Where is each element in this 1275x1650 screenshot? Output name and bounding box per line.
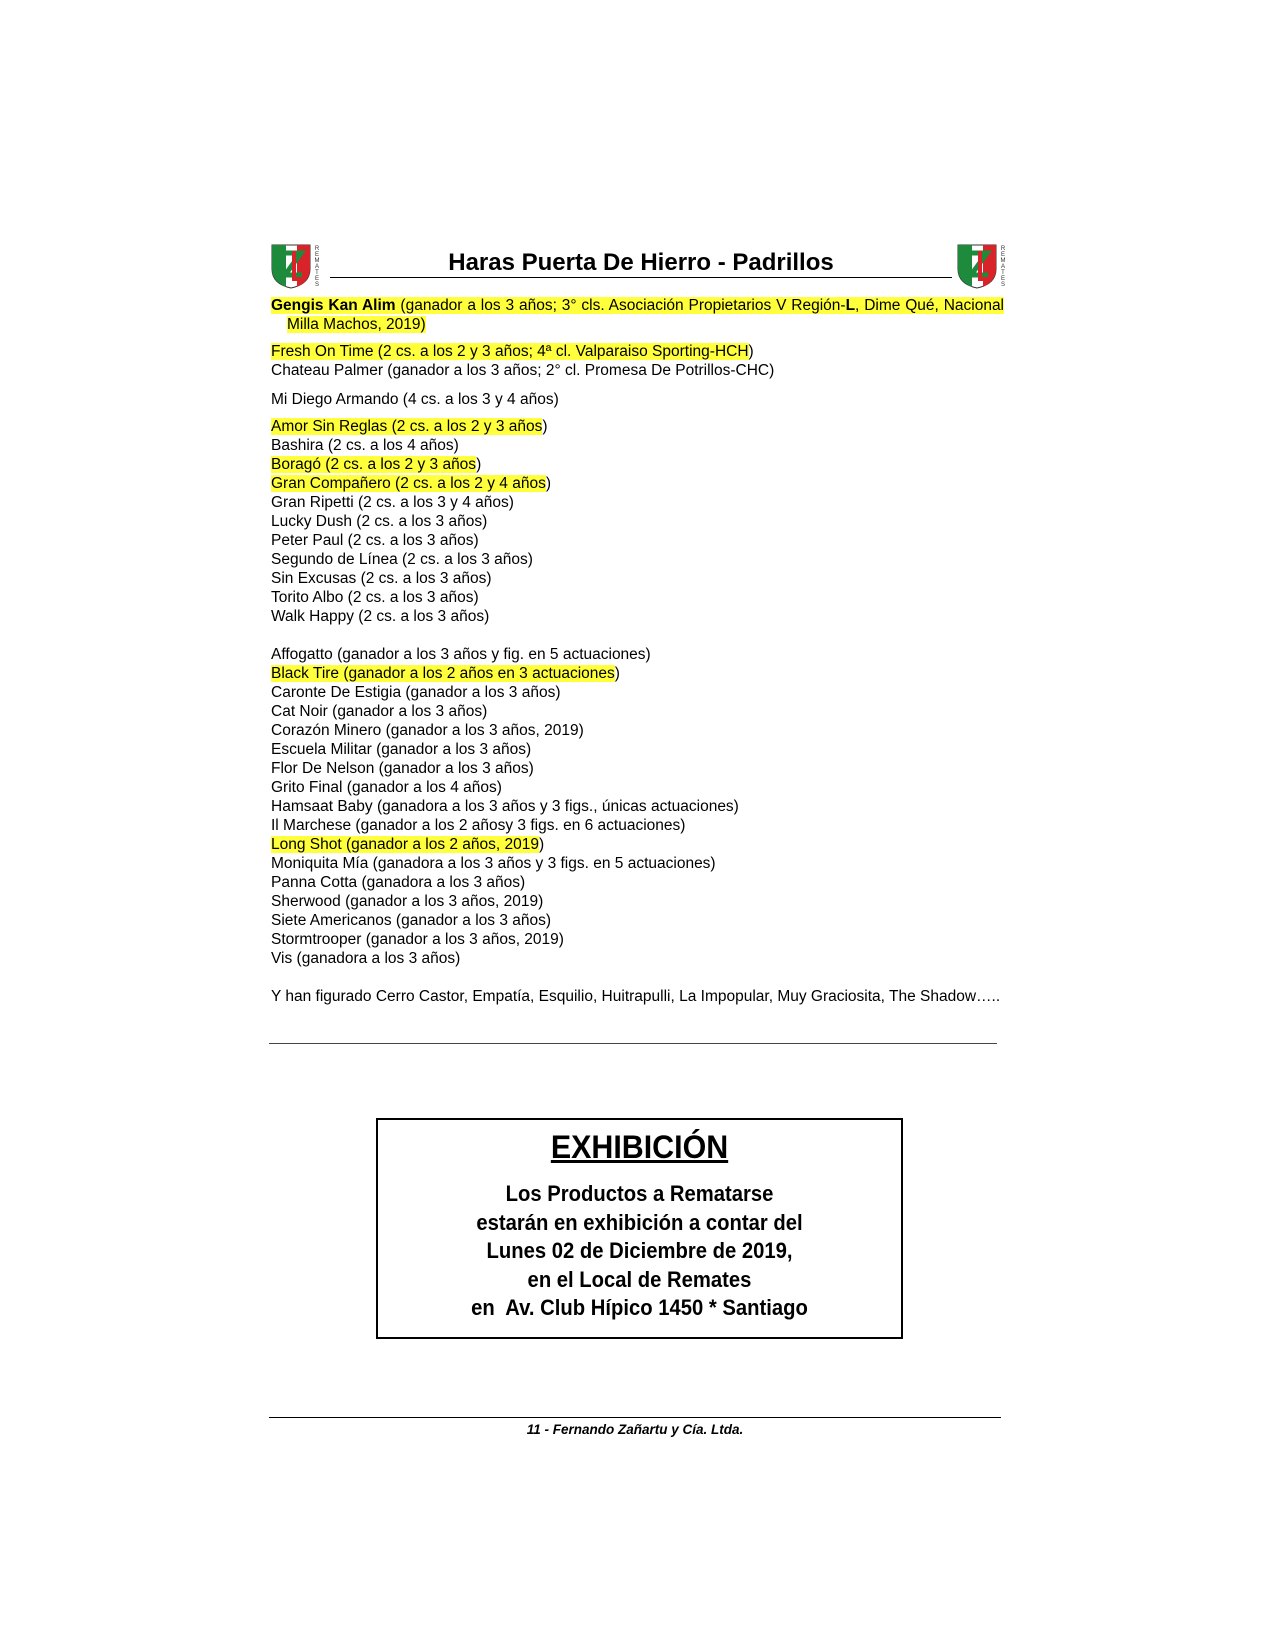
exhibition-title: EXHIBICIÓN (550, 1129, 729, 1165)
list-item: Stormtrooper (ganador a los 3 años, 2019) (271, 931, 564, 948)
list-item: Il Marchese (ganador a los 2 añosy 3 figs. en 6 actuaciones) (271, 817, 686, 834)
list-item: Torito Albo (2 cs. a los 3 años) (271, 589, 479, 606)
footer-divider (269, 1417, 1001, 1418)
exhibition-line: en el Local de Remates (527, 1266, 752, 1292)
svg-text:E: E (314, 276, 320, 282)
page-title: Haras Puerta De Hierro - Padrillos (330, 249, 952, 278)
exhibition-line: estarán en exhibición a contar del (476, 1209, 803, 1235)
list-item: Sin Excusas (2 cs. a los 3 años) (271, 570, 492, 587)
list-item: Walk Happy (2 cs. a los 3 años) (271, 608, 490, 625)
entry-mi-diego-armando: Mi Diego Armando (4 cs. a los 3 y 4 años) (271, 391, 559, 408)
svg-text:E: E (1000, 276, 1006, 282)
entry-amor-sin-reglas: Amor Sin Reglas (2 cs. a los 2 y 3 años) (271, 418, 548, 435)
entry-black-tire: Black Tire (ganador a los 2 años en 3 actuaciones) (271, 665, 620, 682)
list-item: Caronte De Estigia (ganador a los 3 años) (271, 684, 561, 701)
list-item: Vis (ganadora a los 3 años) (271, 950, 461, 967)
exhibition-notice-box (376, 1118, 903, 1339)
svg-text:A: A (314, 264, 320, 270)
list-item: Escuela Militar (ganador a los 3 años) (271, 741, 532, 758)
list-item: Corazón Minero (ganador a los 3 años, 2019) (271, 722, 584, 739)
list-item: Siete Americanos (ganador a los 3 años) (271, 912, 552, 929)
svg-text:S: S (1000, 282, 1006, 288)
entry-gengis-kan-alim: Gengis Kan Alim (ganador a los 3 años; 3° cls. Asociación Propietarios V Región-L, Dime Qué, Nacional Milla Machos, 2019) (271, 297, 1005, 333)
svg-text:R: R (1000, 246, 1006, 252)
exhibition-body (399, 1180, 880, 1323)
list-item: Hamsaat Baby (ganadora a los 3 años y 3 figs., únicas actuaciones) (271, 798, 739, 815)
sire-progeny-list (271, 296, 1004, 1006)
list-item: Moniquita Mía (ganadora a los 3 años y 3 figs. en 5 actuaciones) (271, 855, 716, 872)
list-item: Gran Ripetti (2 cs. a los 3 y 4 años) (271, 494, 514, 511)
svg-text:S: S (314, 282, 320, 288)
svg-text:A: A (1000, 264, 1006, 270)
list-item: Panna Cotta (ganadora a los 3 años) (271, 874, 526, 891)
entry-bashira: Bashira (2 cs. a los 4 años) (271, 437, 459, 454)
svg-text:M: M (314, 258, 320, 264)
list-item: Grito Final (ganador a los 4 años) (271, 779, 502, 796)
list-item: Segundo de Línea (2 cs. a los 3 años) (271, 551, 533, 568)
svg-text:T: T (315, 270, 319, 276)
exhibition-line: Los Productos a Rematarse (505, 1181, 774, 1206)
entry-fresh-on-time: Fresh On Time (2 cs. a los 2 y 3 años; 4ª cl. Valparaiso Sporting-HCH) (271, 343, 754, 360)
svg-text:R: R (314, 246, 320, 252)
page-footer: 11 - Fernando Zañartu y Cía. Ltda. (526, 1422, 744, 1437)
svg-text:E: E (314, 252, 320, 258)
entry-affogatto: Affogatto (ganador a los 3 años y fig. en 5 actuaciones) (271, 646, 651, 663)
entry-gran-companero: Gran Compañero (2 cs. a los 2 y 4 años) (271, 475, 552, 492)
list-item: Cat Noir (ganador a los 3 años) (271, 703, 488, 720)
exhibition-line: Lunes 02 de Diciembre de 2019, (486, 1238, 793, 1263)
svg-text:T: T (1001, 270, 1005, 276)
svg-text:M: M (1000, 258, 1006, 264)
page-header (268, 243, 1010, 289)
zl-remates-logo-right (956, 243, 1008, 289)
svg-text:E: E (1000, 252, 1006, 258)
list-item: Flor De Nelson (ganador a los 3 años) (271, 760, 534, 777)
horse-name: Gengis Kan Alim (271, 297, 396, 314)
entry-long-shot: Long Shot (ganador a los 2 años, 2019) (271, 836, 545, 853)
section-divider (269, 1043, 997, 1044)
entry-borago: Boragó (2 cs. a los 2 y 3 años) (271, 456, 482, 473)
exhibition-line: en Av. Club Hípico 1450 * Santiago (471, 1295, 808, 1320)
list-item: Peter Paul (2 cs. a los 3 años) (271, 532, 479, 549)
closing-paragraph: Y han figurado Cerro Castor, Empatía, Esquilio, Huitrapulli, La Impopular, Muy Graciosita, The Shadow….. (271, 988, 1001, 1005)
zl-remates-logo-left (270, 243, 322, 289)
entry-chateau-palmer: Chateau Palmer (ganador a los 3 años; 2° cl. Promesa De Potrillos-CHC) (271, 362, 775, 379)
list-item: Lucky Dush (2 cs. a los 3 años) (271, 513, 488, 530)
list-item: Sherwood (ganador a los 3 años, 2019) (271, 893, 544, 910)
